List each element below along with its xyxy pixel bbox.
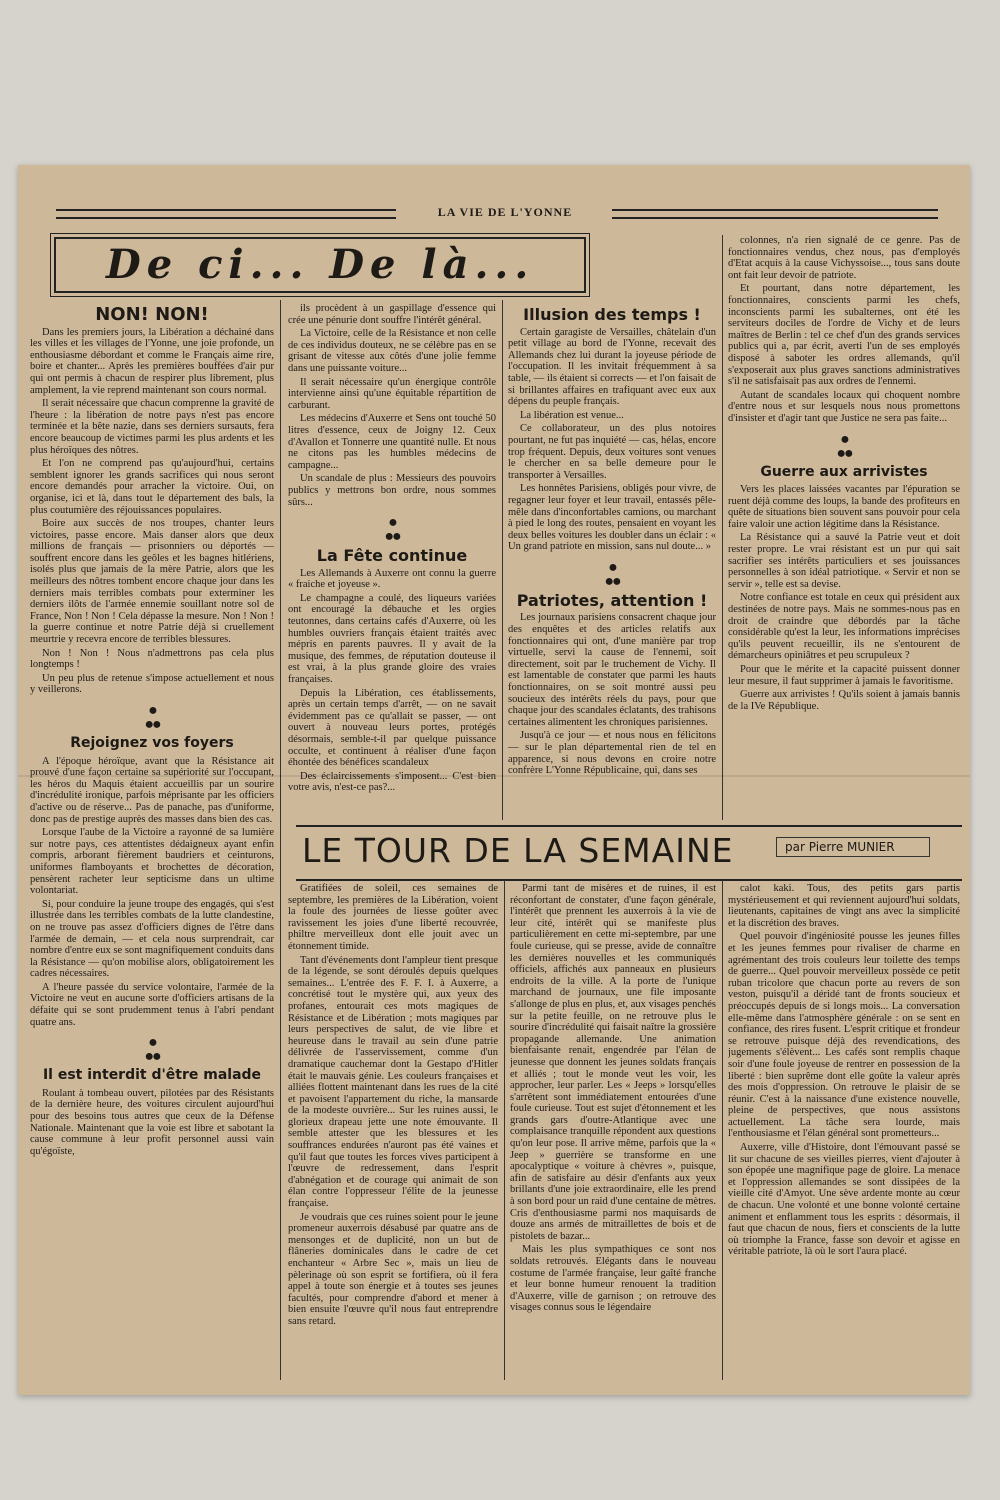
article-paragraph: Roulant à tombeau ouvert, pilotées par des Résistants de la dernière heure, des voitures circulent aujourd'hui pour des besoins tous autres que ceux de la Défense Nationale. Maintenant que la voie est libre et sabotant la cause commune à leur profit personnel aussi vain qu'égoïste,: [30, 1087, 274, 1157]
article-paragraph: Et l'on ne comprend pas qu'aujourd'hui, certains semblent ignorer les grands sacrifices qui nous seront encore demandés pour arracher la victoire. Oui, on organise, ici et là, dans tout le département des bals, la plus coutumière des réjouissances populaires.: [30, 458, 274, 516]
tour-column-2: [510, 883, 716, 1383]
article-paragraph: Certain garagiste de Versailles, châtelain d'un petit village au bord de l'Yonne, recevait des Allemands chez lui durant la joyeuse période de l'occupation. Il les invitait fréquemment à sa table, — ils étaient si corrects — et l'on faisait de si brillantes affaires en trafiquant avec eux aux dépens du peuple français.: [508, 326, 716, 408]
column-rule: [502, 300, 503, 820]
header-rule-left: [56, 209, 396, 219]
article-paragraph: Les médecins d'Auxerre et Sens ont touché 50 litres d'essence, ceux de Joigny 12. Ceux d'Avallon et Tonnerre une quantité nulle. Et nous ne citons pas les humbles médecins de campagne...: [288, 413, 496, 471]
column-1: [30, 303, 274, 1383]
article-paragraph: Dans les premiers jours, la Libération a déchainé dans les villes et les villages de l'Yonne, une joie profonde, un enthousiasme débordant et comme le Français aime rire, boire et chanter... Après les premières bouffées d'air pur qui ont permis à chacun de respirer plus librement, plus amplement, la vie reprend maintenant son cours normal.: [30, 326, 274, 396]
article-paragraph: Non ! Non ! Nous n'admettrons pas cela plus longtemps !: [30, 647, 274, 671]
article-paragraph: Si, pour conduire la jeune troupe des engagés, qui s'est illustrée dans les terribles combats de la lutte clandestine, on ne trouve pas assez d'officiers dignes de l'être dans l'armée de demain, — et cela nous surprendrait, car nombre d'entre eux se sont magnifiquement conduits dans la Résistance — qu'on mobilise alors, obligatoirement les cadres nécessaires.: [30, 898, 274, 980]
tour-column-3: [728, 883, 960, 1383]
headline-rejoignez-vos-foyers: Rejoignez vos foyers: [70, 735, 234, 751]
article-paragraph: Guerre aux arrivistes ! Qu'ils soient à jamais bannis de la IVe République.: [728, 689, 960, 712]
newspaper-page: [18, 165, 970, 1395]
article-paragraph: Un peu plus de retenue s'impose actuellement et nous y veillerons.: [30, 672, 274, 696]
headline-guerre-aux-arrivistes: Guerre aux arrivistes: [760, 463, 928, 480]
tour-de-la-semaine-header: [296, 825, 962, 881]
header-rule-right: [612, 209, 938, 219]
separator-dots-icon: ● ●●: [144, 702, 160, 733]
article-paragraph: colonnes, n'a rien signalé de ce genre. Pas de fonctionnaires vendus, chez nous, pas d'employés d'Etat acquis à la cause Vichyssoise..., tous sans doute ont fait leur devoir de patriote.: [728, 235, 960, 281]
article-paragraph: Jusqu'à ce jour — et nous nous en félicitons — sur le plan départemental rien de tel en apparence, si nous devons en croire notre confrère L'Yonne Républicaine, qui, dans ses: [508, 730, 716, 777]
column-4: [728, 235, 960, 823]
article-paragraph: Gratifiées de soleil, ces semaines de septembre, les premières de la Libération, voient la foule des journées de liesse goûter avec ravissement les joies d'une liberté recouvrée, philtre merveilleux dont elle jouit avec un étonnement timide.: [288, 883, 498, 952]
byline-par: par: [785, 840, 805, 854]
column-rule: [504, 880, 505, 1380]
headline-patriotes-attention: Patriotes, attention !: [516, 590, 708, 610]
article-paragraph: Des éclaircissements s'imposent... C'est bien votre avis, n'est-ce pas?...: [288, 770, 496, 794]
article-paragraph: La Résistance qui a sauvé la Patrie veut et doit rester propre. Le vrai résistant est un pur qui sait sacrifier ses intérêts particuliers et ses jouissances personnelles à son idéal patriotique. « Servir et non se servir », telle est sa devise.: [728, 532, 960, 590]
article-paragraph: Il serait nécessaire que chacun comprenne la gravité de l'heure : la libération de notre pays n'est pas encore terminée et la bête nazie, dans ses derniers sursauts, fera encore beaucoup de victimes parmi les plus ardents et les plus héroïques des nôtres.: [30, 398, 274, 456]
article-paragraph: Un scandale de plus : Messieurs des pouvoirs publics y mettrons bon ordre, nous sommes sûrs...: [288, 473, 496, 508]
article-paragraph: Lorsque l'aube de la Victoire a rayonné de sa lumière sur notre pays, ces attentistes dédaigneux ayant enfin compris, arborant fièrement baudriers et ceinturons, uniformes flamboyants et brochettes de décoration, pensèrent racheter leur septicisme dans un ultime volontariat.: [30, 827, 274, 897]
running-header: [52, 205, 942, 225]
article-paragraph: Et pourtant, dans notre département, les fonctionnaires, conscients parmi les chefs, inconscients parmi les subalternes, ont été les serviteurs dociles de l'ordre de Vichy et de leurs maîtres de Berlin : tel ce chef d'un des grands services publics qui a, par écrit, averti l'un de ses employés disposé à saboter les ordres allemands, qu'il s'exposerait aux plus graves sanctions administratives s'il ne satisfaisait pas aux ordres de l'ennemi.: [728, 283, 960, 388]
column-rule: [280, 300, 281, 1380]
article-paragraph: Pour que le mérite et la capacité puissent donner leur mesure, il faut supprimer à jamais le favoritisme.: [728, 664, 960, 687]
masthead-title: De ci... De là...: [106, 241, 535, 288]
separator-dots-icon: ● ●●: [144, 1034, 160, 1066]
article-paragraph: Les honnêtes Parisiens, obligés pour vivre, de regagner leur foyer et leur travail, entassés pêle-mêle dans d'inconfortables camions, ou marchant à pied le long des routes, pensaient en voyant les deux belles voitures les doubler dans un éclair : « Un grand patriote en mission, sans nul doute... »: [508, 483, 716, 553]
tour-column-1: [288, 883, 498, 1383]
section-masthead: [54, 237, 586, 293]
article-paragraph: Les journaux parisiens consacrent chaque jour des enquêtes et des articles relatifs aux fonctionnaires qui ont, d'une manière par trop virtuelle, servi la cause de l'ennemi, soit directement, soit par le truchement de Vichy. Il est lamentable de constater que parmi les hauts fonctionnaires, on se soit montré aussi peu soucieux des intérêts réels du pays, pour que chaque jour des scandales éclatants, des trahisons certaines alimentent les chroniques parisiennes.: [508, 612, 716, 728]
article-paragraph: Mais les plus sympathiques ce sont nos soldats retrouvés. Elégants dans le nouveau costume de l'armée française, leur gaîté franche et leur bonne humeur renouent la tradition d'Auxerre, ville de garnison ; on retrouve des visages connus sous le légendaire: [510, 1244, 716, 1314]
tour-title: LE TOUR DE LA SEMAINE: [302, 831, 734, 870]
article-paragraph: Quel pouvoir d'ingéniosité pousse les jeunes filles et les jeunes femmes pour rivaliser de charme en agrémentant des trois couleurs leur toilette des temps de guerre... Quel pouvoir merveilleux possède ce petit ruban tricolore que chacun porte au revers de son veston, puisqu'il a déridé tant de fronts soucieux et préoccupés depuis de si longs mois... La conversation elle-même dans l'atmosphère générale : on se sent en confiance, des rires fusent. L'esprit critique et frondeur se retrouve puisque déjà des revendications, des jugements s'élèvent... Les cafés sont remplis chaque soir d'une foule joyeuse de rentrer en possession de la liberté : bien suprême dont elle goûte la valeur après des mois d'oppression. On retrouve le plaisir de se réunir. C'est à la naissance d'une existence nouvelle, pleine de perspectives, que nous assistons actuellement. La tâche sera lourde, mais l'enthousiasme et l'élan général sont prometteurs...: [728, 931, 960, 1140]
article-paragraph: La Victoire, celle de la Résistance et non celle de ces individus douteux, ne se célèbre pas en se grisant de vitesse aux côtés d'une jolie femme dans une puissante voiture...: [288, 328, 496, 374]
article-paragraph: A l'heure passée du service volontaire, l'armée de la Victoire ne veut en aucune sorte d'officiers artisans de la défaite qui se sont prudemment tenus à l'abri pendant quatre ans.: [30, 981, 274, 1028]
article-paragraph: ils procèdent à un gaspillage d'essence qui crée une pénurie dont souffre l'intérêt général.: [288, 303, 496, 326]
article-paragraph: Parmi tant de misères et de ruines, il est réconfortant de constater, d'une façon générale, l'intérêt que prennent les auxerrois à la vie de leur cité, intérêt qui se manifeste plus particulièrement en cette mi-septembre, par une foule curieuse, qui se presse, avide de connaître les dernières nouvelles et les communiqués officiels, affichés aux panneaux en plusieurs endroits de la ville. A la porte de l'unique marchand de journaux, une file imposante s'allonge de plus en plus, et, aux visages penchés sur la petite feuille, on ne retrouve plus le sourire d'incrédulité qui faisait naître la grossière propagande allemande. Une animation bienfaisante renait, engendrée par l'élan de jeunesse que donnent les jeunes soldats français et alliés ; tout le monde veut les voir, les approcher, leur parler. Les « Jeeps » lorsqu'elles s'arrêtent sont immédiatement entourées d'une foule curieuse. Tout est sujet d'étonnement et les grands gars d'outre-Atlantique avec une complaisance tranquille répondent aux questions qu'on leur pose. Il arrive même, parfois que la « Jeep » guerrière se transforme en une apocalyptique « voiture à chèvres », puisque, afin de satisfaire au désir d'enfants aux yeux brillants d'une joie extraordinaire, elle les prend à son bord pour un raid d'une centaine de mètres. Cris d'enthousiasme parmi nos maquisards de douze ans armés de mitraillettes de bois et de pistolets de bazar...: [510, 883, 716, 1242]
article-paragraph: La libération est venue...: [520, 409, 624, 421]
article-paragraph: calot kaki. Tous, des petits gars partis mystérieusement et qui reviennent aujourd'hui soldats, lieutenants, capitaines de vingt ans avec la simplicité et la discrétion des braves.: [728, 883, 960, 929]
article-paragraph: Je voudrais que ces ruines soient pour le jeune promeneur auxerrois désabusé par quatre ans de mensonges et de duplicité, non un but de flâneries dominicales dans le cadre de cet enchanteur « Arbre Sec », mais un lieu de pèlerinage où son esprit se fortifiera, où il fera appel à toute son énergie et à toutes ses jeunes facultés, pour comprendre d'abord et mener à bien ensuite l'œuvre qu'il nous faut entreprendre sans retard.: [288, 1211, 498, 1327]
article-paragraph: Autant de scandales locaux qui choquent nombre d'entre nous et sur lesquels nous nous promettons d'insister et d'agir tant que Justice ne sera pas faite...: [728, 389, 960, 424]
column-2: [288, 303, 496, 823]
article-paragraph: Les Allemands à Auxerre ont connu la guerre « fraiche et joyeuse ».: [288, 567, 496, 591]
column-rule: [722, 880, 723, 1380]
running-header-title: LA VIE DE L'YONNE: [437, 205, 573, 219]
separator-dots-icon: ● ●●: [836, 430, 852, 462]
article-paragraph: A l'époque héroïque, avant que la Résistance ait prouvé d'une façon certaine sa supériorité sur l'occupant, les héros du Maquis étaient accueillis par un sourire d'incrédulité ironique, parfois méprisante par les officiers d'active ou de réserve... Pas de panache, pas d'uniforme, donc pas de prestige auprès des masses dans bien des cas.: [30, 755, 274, 825]
separator-dots-icon: ● ●●: [384, 514, 400, 546]
article-paragraph: Auxerre, ville d'Histoire, dont l'émouvant passé se lit sur chacune de ses vieilles pierres, vient d'ajouter à son épopée une magnifique page de gloire. La menace et l'oppression allemandes se sont dissipées de la vieille cité d'Amyot. Une sève ardente monte au cœur de chacun. Une volonté et une bonne volonté certaine animent et enflamment tous les esprits : désormais, il faut que chacun de nous, fiers et conscients de la lutte où triomphe la France, fasse son devoir et agisse en véritable patriote, là où le sort l'aura placé.: [728, 1142, 960, 1258]
byline: [776, 837, 930, 857]
separator-dots-icon: ● ●●: [604, 558, 620, 590]
article-paragraph: Tant d'événements dont l'ampleur tient presque de la légende, se sont déroulés depuis quelques semaines... L'entrée des F. F. I. à Auxerre, a concrétisé tout le mystère qui, aux yeux des profanes, entourait ces mots magiques de Résistance et de Libération ; mots magiques par leurs perspectives de salut, de vie libre et heureuse dans le travail au sein d'une patrie délivrée de l'asservissement, comme d'un dramatique cauchemar dont la Gestapo d'Hitler était le mauvais génie. Les couleurs françaises et alliées flottent maintenant dans les rues de la cité et pavoisent l'appartement du riche, la mansarde de la modeste ouvrière... Sur les ruines aussi, le glorieux drapeau jette une note émouvante. Il semble attester que les blessures et les souffrances endurées n'auront pas été vaines et qu'il faut que toutes les forces vives participent à l'œuvre de redressement, dans l'esprit d'abnégation et de courage qui animait de son élan contre l'oppresseur l'élite de la jeunesse française.: [288, 954, 498, 1210]
article-paragraph: Le champagne a coulé, des liqueurs variées ont encouragé la débauche et les orgies teutonnes, dans certains cafés d'Auxerre, où les humbles ouvriers français étaient traités avec mépris en parents pauvres. Il y avait de la musique, des femmes, de réputation douteuse il est vrai, à la plus grande gloire des vraies françaises.: [288, 592, 496, 686]
headline-interdit-malade: Il est interdit d'être malade: [42, 1067, 262, 1084]
article-paragraph: Il serait nécessaire qu'un énergique contrôle intervienne ainsi qu'une équitable répartition de carburant.: [288, 376, 496, 411]
headline-non-non: NON! NON!: [95, 304, 209, 325]
headline-fete-continue: La Fête continue: [316, 546, 468, 566]
byline-author: Pierre MUNIER: [808, 840, 895, 854]
article-paragraph: Depuis la Libération, ces établissements, après un certain temps d'arrêt, — on ne savait évidemment pas ce qu'allait se passer, — ont ouvert à nouveau leurs portes, protégés désormais, semble-t-il par quelque puissance occulte, et continuent à réaliser d'une façon éhontée des bénéfices scandaleux: [288, 687, 496, 769]
article-paragraph: Ce collaborateur, un des plus notoires pourtant, ne fut pas inquiété — cas, hélas, encore trop fréquent. Depuis, deux voitures sont venues le chercher en sa belle demeure pour le transporter à Versailles.: [508, 423, 716, 481]
column-3: [508, 303, 716, 823]
article-paragraph: Vers les places laissées vacantes par l'épuration se ruent déjà comme des loups, la bande des profiteurs en quête de situations bien souvent sans pouvoir pour cela faire valoir une action légitime dans la Résistance.: [728, 484, 960, 530]
article-paragraph: Boire aux succès de nos troupes, chanter leurs victoires, passe encore. Mais danser alors que deux millions de français — prisonniers ou déportés — souffrent encore dans les geôles et les bagnes hitlériens, isolés plus que jamais de la mère Patrie, alors que les meilleurs des nôtres tombent encore chaque jour dans les derniers mais terribles combats pour exterminer les derniers ilôts de l'armée ennemie souillant notre sol de France, Non ! Non ! Cela dépasse la mesure. Non ! Non ! la guerre continue et notre Patrie déjà si cruellement meurtrie y recevra encore de terribles blessures.: [30, 518, 274, 646]
headline-illusion-des-temps: Illusion des temps !: [523, 305, 701, 324]
column-rule: [722, 235, 723, 820]
article-paragraph: Notre confiance est totale en ceux qui président aux destinées de notre pays. Mais ne sommes-nous pas en droit de craindre que débordés par la tâche considérable qu'est la leur, les informations imprécises qu'ils peuvent recueillir, ils ne s'entourent de démarcheurs opiniâtres et peu scrupuleux ?: [728, 592, 960, 662]
